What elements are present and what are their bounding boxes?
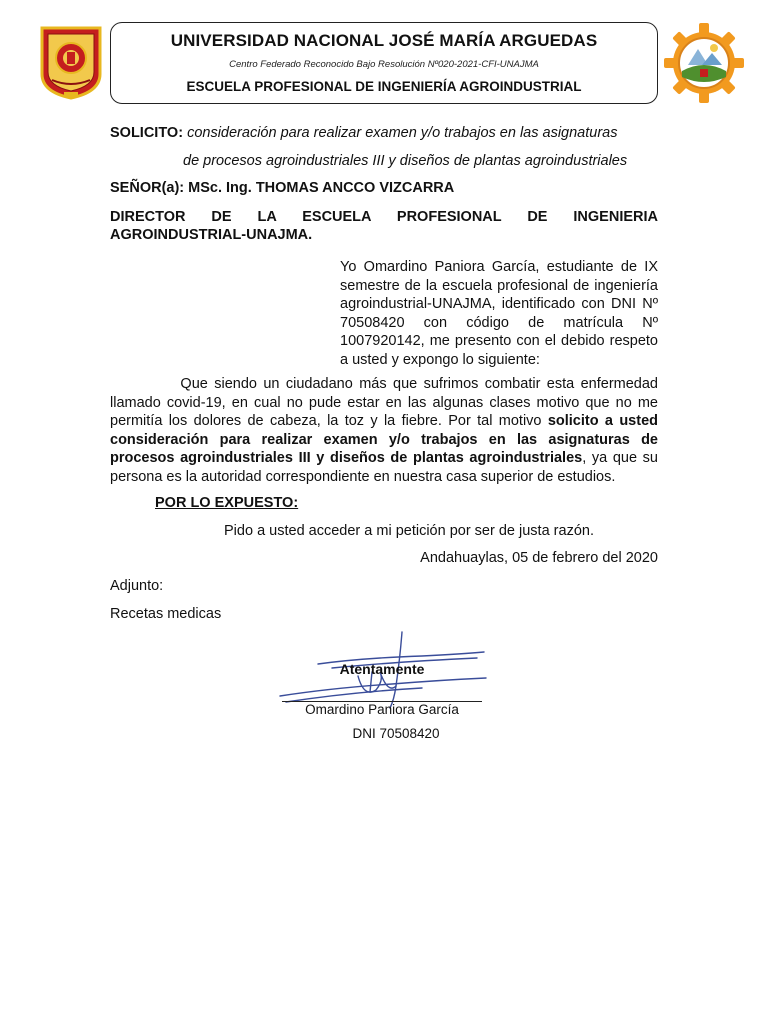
body-text-part-1: Que siendo un ciudadano más que sufrimos combatir esta enfermedad llamado covid-19, en cual no pude estar en las algunas clases motivo que no me permitía los dolores de cabeza, la toz y la fiebre. Por tal motivo [110,376,658,430]
place-and-date: Andahuaylas, 05 de febrero del 2020 [420,550,658,566]
signer-name: Omardino Paniora García [305,702,459,717]
por-lo-expuesto-heading: POR LO EXPUESTO: [155,495,299,511]
request-subject-line-2: de procesos agroindustriales III y diseños de plantas agroindustriales [183,153,628,169]
petition-sentence: Pido a usted acceder a mi petición por ser de justa razón. [224,523,594,539]
attachment-label: Adjunto: [110,578,164,594]
agroindustrial-gear-logo [664,22,744,104]
attachment-item: Recetas medicas [110,606,222,622]
body-request-bold: solicito a usted consideración para realizar examen y/o trabajos en las asignaturas de procesos agroindustriales III y diseños de plantas agroindustriales [110,413,658,467]
federation-resolution: Centro Federado Reconocido Bajo Resolución Nº020-2021-CFI-UNAJMA [229,59,539,70]
body-paragraph [110,375,658,487]
intro-paragraph: Yo Omardino Paniora García, estudiante de IX semestre de la escuela profesional de ingeniería agroindustrial-UNAJMA, identificado con DNI Nº 70508420 con código de matrícula Nº 1007920142, me presento con el debido respeto a usted y expongo lo siguiente: [340,259,658,368]
body-text-part-2: , ya que su persona es la autoridad correspondiente en nuestra casa superior de estudios. [110,450,658,485]
university-shield-logo [34,22,108,100]
request-subject-text: consideración para realizar examen y/o trabajos en las asignaturas [183,125,618,141]
signer-dni: DNI 70508420 [352,726,440,741]
closing-salutation: Atentamente [339,661,425,677]
university-name: UNIVERSIDAD NACIONAL JOSÉ MARÍA ARGUEDAS [170,31,598,50]
school-name: ESCUELA PROFESIONAL DE INGENIERÍA AGROINDUSTRIAL [186,79,582,94]
addressee-name: SEÑOR(a): MSc. Ing. THOMAS ANCCO VIZCARRA [110,180,455,196]
request-label: SOLICITO: [110,125,184,141]
addressee-title: DIRECTOR DE LA ESCUELA PROFESIONAL DE INGENIERIA AGROINDUSTRIAL-UNAJMA. [110,209,658,243]
request-subject-line-1 [110,124,670,142]
header-box [110,22,658,104]
